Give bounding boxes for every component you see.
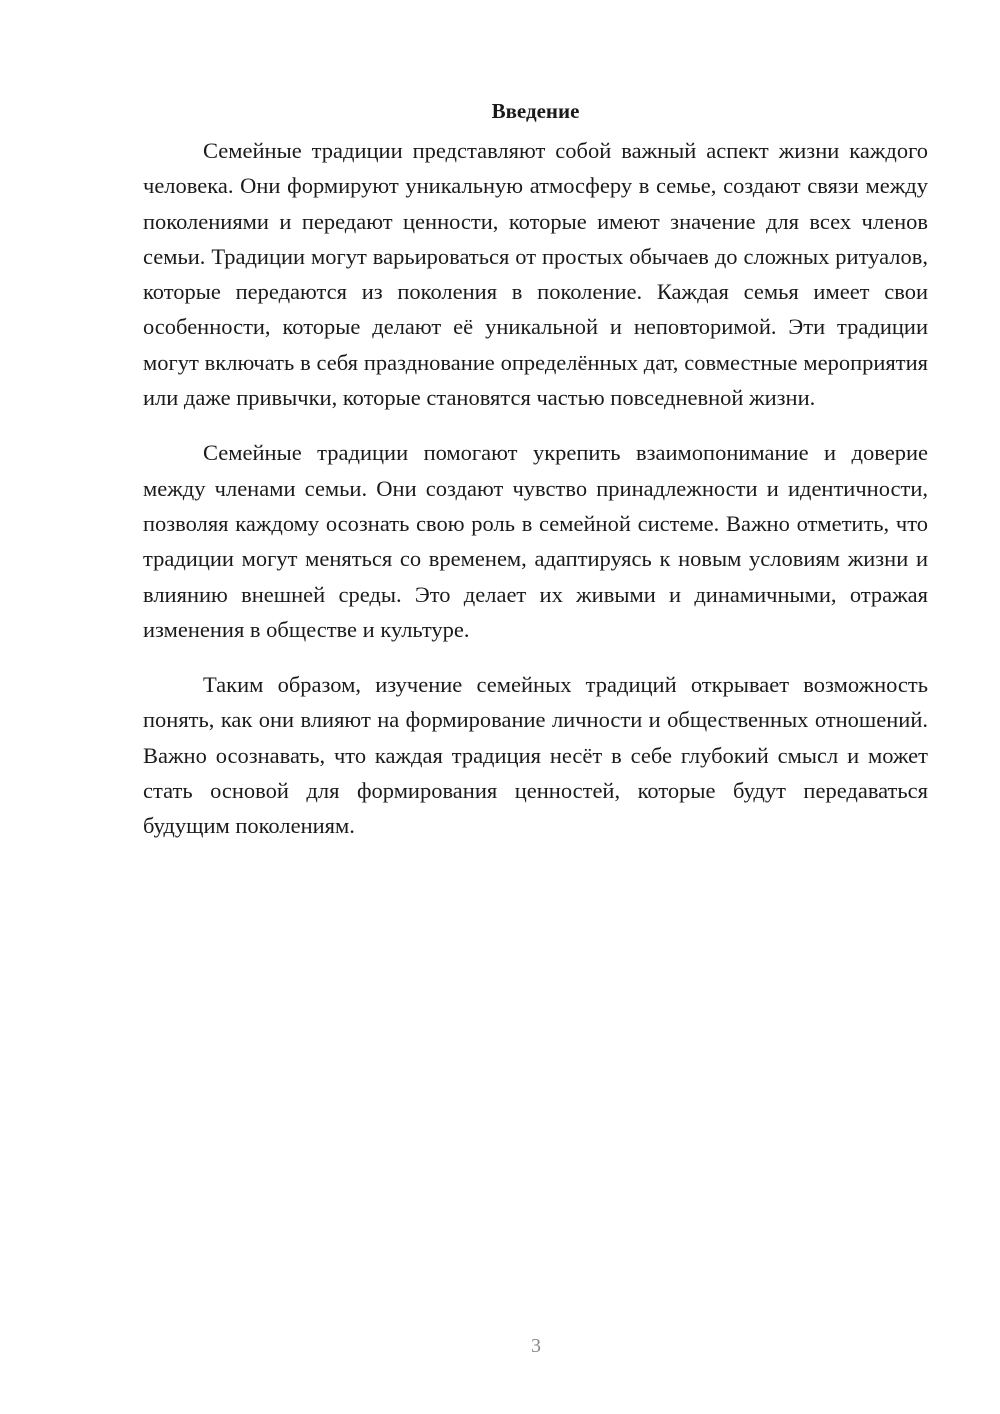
paragraph-3: Таким образом, изучение семейных традиций открывает возможность понять, как они влияют на формирование личности и общественных отношений. Важно осознавать, что каждая традиция несёт в себе глубокий смысл и может стать основой для формирования ценностей, которые будут передаваться будущим поколениям. <box>143 672 928 839</box>
page-number: 3 <box>531 1335 541 1357</box>
section-heading: Введение <box>491 99 580 123</box>
paragraph-1: Семейные традиции представляют собой важный аспект жизни каждого человека. Они формируют уникальную атмосферу в семье, создают связи между поколениями и передают ценности, которые имеют значение для всех членов семьи. Традиции могут варьироваться от простых обычаев до сложных ритуалов, которые передаются из поколения в поколение. Каждая семья имеет свои особенности, которые делают её уникальной и неповторимой. Эти традиции могут включать в себя празднование определённых дат, совместные мероприятия или даже привычки, которые становятся частью повседневной жизни. <box>143 138 928 411</box>
paragraph-2: Семейные традиции помогают укрепить взаимопонимание и доверие между членами семьи. Они создают чувство принадлежности и идентичности, позволяя каждому осознать свою роль в семейной системе. Важно отметить, что традиции могут меняться со временем, адаптируясь к новым условиям жизни и влиянию внешней среды. Это делает их живыми и динамичными, отражая изменения в обществе и культуре. <box>143 440 928 642</box>
page-content <box>143 97 928 864</box>
